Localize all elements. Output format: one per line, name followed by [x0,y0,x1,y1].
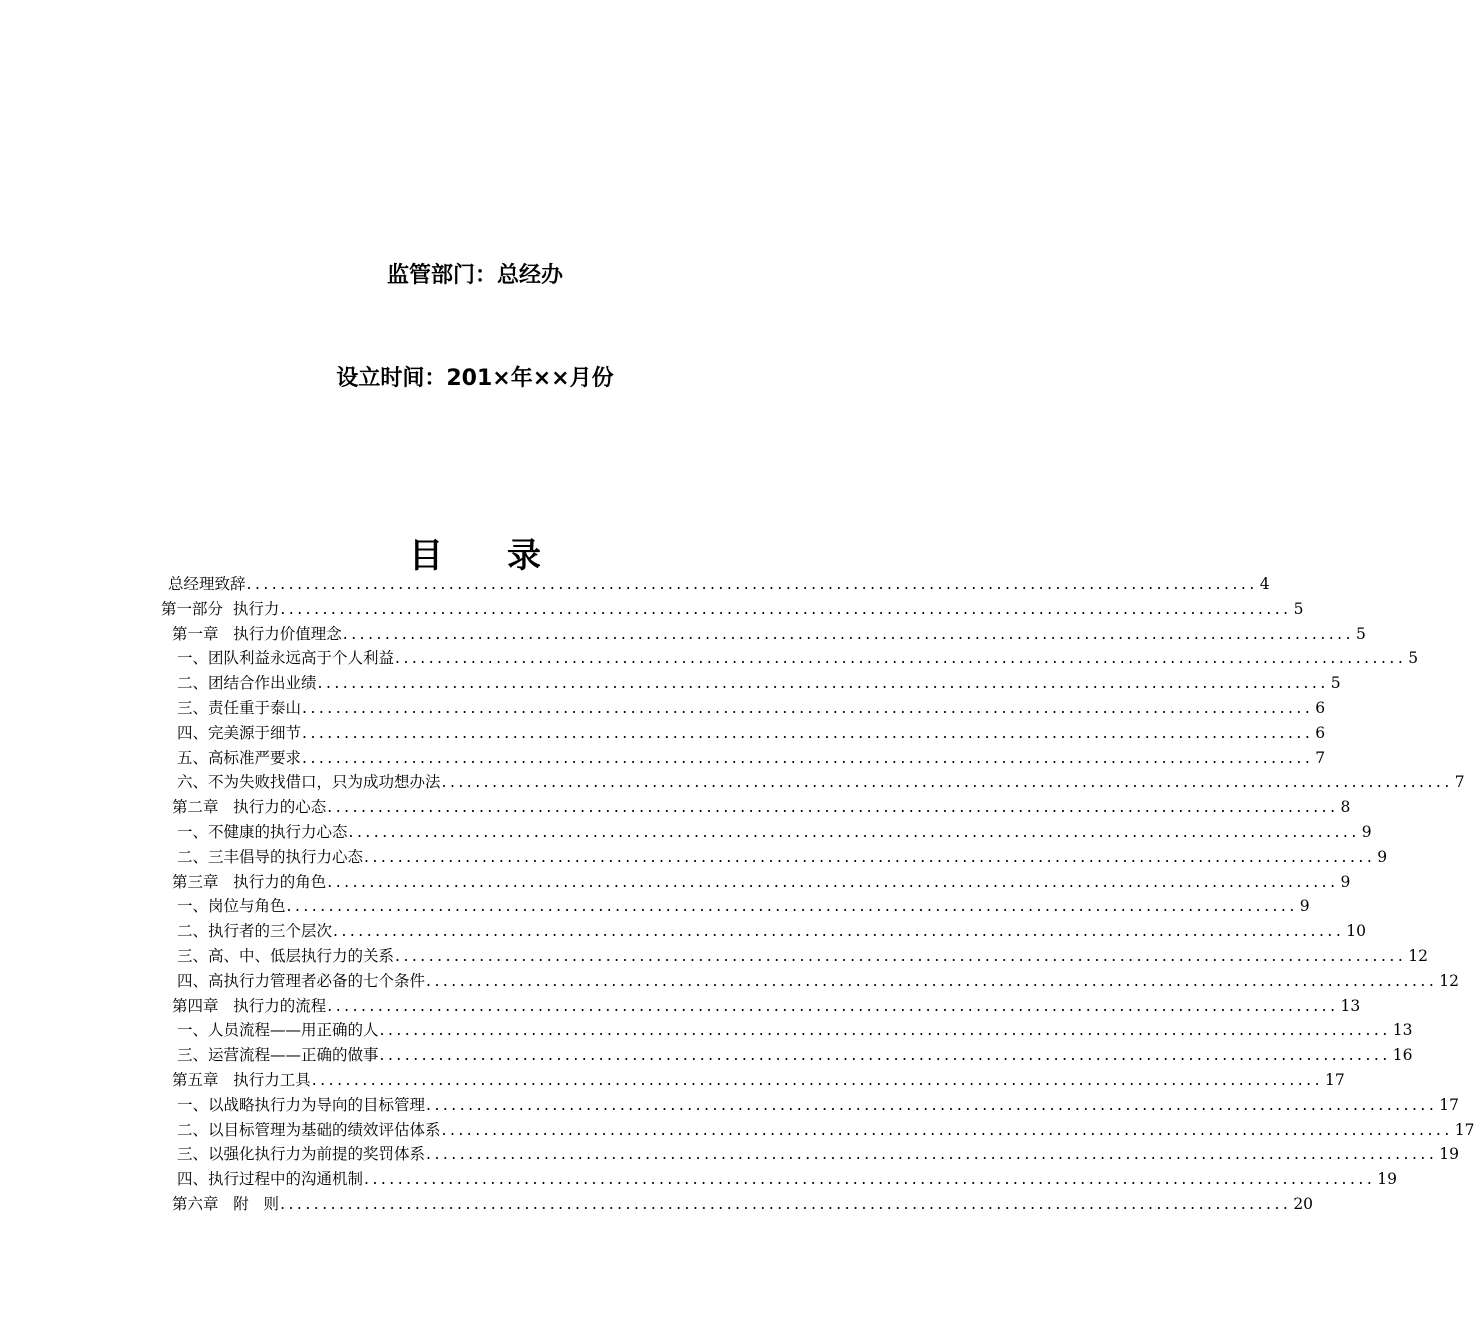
toc-entry[interactable] [177,944,1428,968]
toc-dot-leader: ........................................................................................................................ [426,1095,1438,1114]
toc-entry-page: 9 [1340,872,1351,891]
toc-entry-text: 四、高执行力管理者必备的七个条件 [177,971,426,990]
toc-entry[interactable] [177,919,1366,943]
toc-entry-text: 五、高标准严要求 [177,748,302,767]
toc-entry-page: 10 [1346,922,1366,941]
toc-entry-text: 三、高、中、低层执行力的关系 [177,947,395,965]
toc-entry[interactable] [177,820,1372,844]
toc-entry[interactable] [177,770,1465,794]
toc-entry-page: 7 [1315,748,1326,767]
toc-entry[interactable] [172,795,1351,819]
toc-entry-page: 6 [1315,723,1326,742]
toc-entry-text: 一、岗位与角色 [177,897,286,916]
toc-entry-page: 20 [1293,1195,1314,1213]
toc-dot-leader: ........................................................................................................................ [395,649,1407,668]
toc-entry-text: 第六章 附 则 [172,1195,280,1213]
toc-dot-leader: ........................................................................................................................ [311,1071,1324,1089]
toc-dot-leader: ........................................................................................................................ [246,575,1258,593]
toc-entry-page: 12 [1408,947,1428,965]
toc-entry-page: 9 [1299,897,1310,916]
toc-dot-leader: ........................................................................................................................ [441,773,1453,792]
toc-entry-text: 二、执行者的三个层次 [177,922,333,941]
toc-entry[interactable] [177,845,1388,869]
toc-entry[interactable] [177,721,1326,745]
toc-entry-page: 8 [1340,798,1351,817]
toc-dot-leader: ........................................................................................................................ [327,996,1339,1015]
toc-entry-text: 四、完美源于细节 [177,723,302,742]
toc-entry-text: 二、团结合作出业绩 [177,674,317,693]
toc-dot-leader: ........................................................................................................................ [348,823,1360,841]
toc-entry-text: 二、以目标管理为基础的绩效评估体系 [177,1120,441,1139]
toc-entry-page: 19 [1439,1145,1459,1164]
toc-dot-leader: ........................................................................................................................ [302,723,1314,742]
toc-entry[interactable] [177,894,1310,918]
toc-dot-leader: ........................................................................................................................ [302,699,1314,717]
toc-entry-page: 9 [1361,823,1372,841]
toc-entry-page: 19 [1377,1170,1397,1189]
toc-entry[interactable] [177,1118,1475,1142]
toc-entry-page: 9 [1377,847,1388,866]
toc-entry[interactable] [177,746,1326,770]
toc-dot-leader: ........................................................................................................................ [280,599,1292,618]
toc-entry-page: 17 [1325,1071,1345,1089]
toc-entry-page: 5 [1356,624,1366,643]
toc-dot-leader: ........................................................................................................................ [327,798,1339,817]
toc-entry-page: 7 [1454,773,1465,792]
toc-entry[interactable] [172,994,1361,1018]
toc-entry-page: 17 [1439,1095,1459,1114]
toc-entry-text: 三、以强化执行力为前提的奖罚体系 [177,1145,426,1164]
toc-title: 目录 [409,536,605,576]
toc-entry[interactable] [177,646,1419,670]
toc-entry[interactable] [172,1068,1345,1092]
toc-entry-page: 12 [1439,971,1459,990]
toc-entry[interactable] [177,1093,1459,1117]
toc-dot-leader: ........................................................................................................................ [364,847,1376,866]
toc-dot-leader: ........................................................................................................................ [327,872,1339,891]
toc-entry[interactable] [168,572,1270,596]
toc-entry[interactable] [172,1192,1314,1216]
toc-dot-leader: ........................................................................................................................ [379,1046,1391,1065]
toc-dot-leader: ........................................................................................................................ [426,1145,1438,1164]
toc-entry[interactable] [177,1142,1459,1166]
toc-entry-text: 第三章 执行力的角色 [172,872,327,891]
toc-dot-leader: ........................................................................................................................ [426,971,1438,990]
toc-dot-leader: ........................................................................................................................ [342,624,1355,643]
toc-dot-leader: ........................................................................................................................ [441,1120,1453,1139]
toc-entry-page: 4 [1259,575,1270,593]
toc-entry[interactable] [177,671,1341,695]
toc-entry[interactable] [177,1018,1413,1042]
toc-entry-text: 一、不健康的执行力心态 [177,823,348,841]
toc-entry-text: 六、不为失败找借口，只为成功想办法 [177,773,441,792]
toc-entry-page: 13 [1392,1021,1413,1040]
toc-entry[interactable] [177,1043,1413,1067]
department-heading: 监管部门：总经办 [386,263,563,288]
toc-dot-leader: ........................................................................................................................ [379,1021,1391,1040]
toc-dot-leader: ........................................................................................................................ [280,1195,1292,1213]
toc-entry-page: 6 [1315,699,1326,717]
toc-entry-page: 16 [1392,1046,1413,1065]
toc-dot-leader: ........................................................................................................................ [317,674,1329,693]
toc-entry-text: 第五章 执行力工具 [172,1071,311,1089]
toc-entry-text: 一、人员流程——用正确的人 [177,1021,379,1040]
toc-entry-text: 二、三丰倡导的执行力心态 [177,847,364,866]
toc-dot-leader: ........................................................................................................................ [286,897,1298,916]
toc-entry[interactable] [177,969,1459,993]
toc-entry[interactable] [161,597,1304,621]
toc-entry-page: 5 [1293,599,1304,618]
toc-entry-text: 第四章 执行力的流程 [172,996,327,1015]
toc-entry-text: 四、执行过程中的沟通机制 [177,1170,364,1189]
toc-entry-page: 17 [1454,1120,1475,1139]
toc-entry-text: 第二章 执行力的心态 [172,798,327,817]
toc-entry-text: 总经理致辞 [168,575,246,593]
established-date-heading: 设立时间：201×年××月份 [336,366,614,391]
toc-entry-page: 5 [1408,649,1419,668]
toc-dot-leader: ........................................................................................................................ [395,947,1407,965]
toc-entry[interactable] [172,870,1351,894]
toc-entry-text: 第一部分 执行力 [161,599,280,618]
toc-entry-page: 5 [1330,674,1341,693]
toc-dot-leader: ........................................................................................................................ [333,922,1345,941]
toc-entry-text: 一、团队利益永远高于个人利益 [177,649,395,668]
toc-dot-leader: ........................................................................................................................ [302,748,1314,767]
toc-entry-text: 三、责任重于泰山 [177,699,302,717]
toc-entry[interactable] [177,696,1326,720]
toc-entry[interactable] [177,1167,1397,1191]
toc-entry[interactable] [172,622,1366,646]
toc-entry-text: 一、以战略执行力为导向的目标管理 [177,1095,426,1114]
toc-entry-text: 三、运营流程——正确的做事 [177,1046,379,1065]
toc-entry-page: 13 [1340,996,1361,1015]
toc-dot-leader: ........................................................................................................................ [364,1170,1376,1189]
toc-entry-text: 第一章 执行力价值理念 [172,624,342,643]
